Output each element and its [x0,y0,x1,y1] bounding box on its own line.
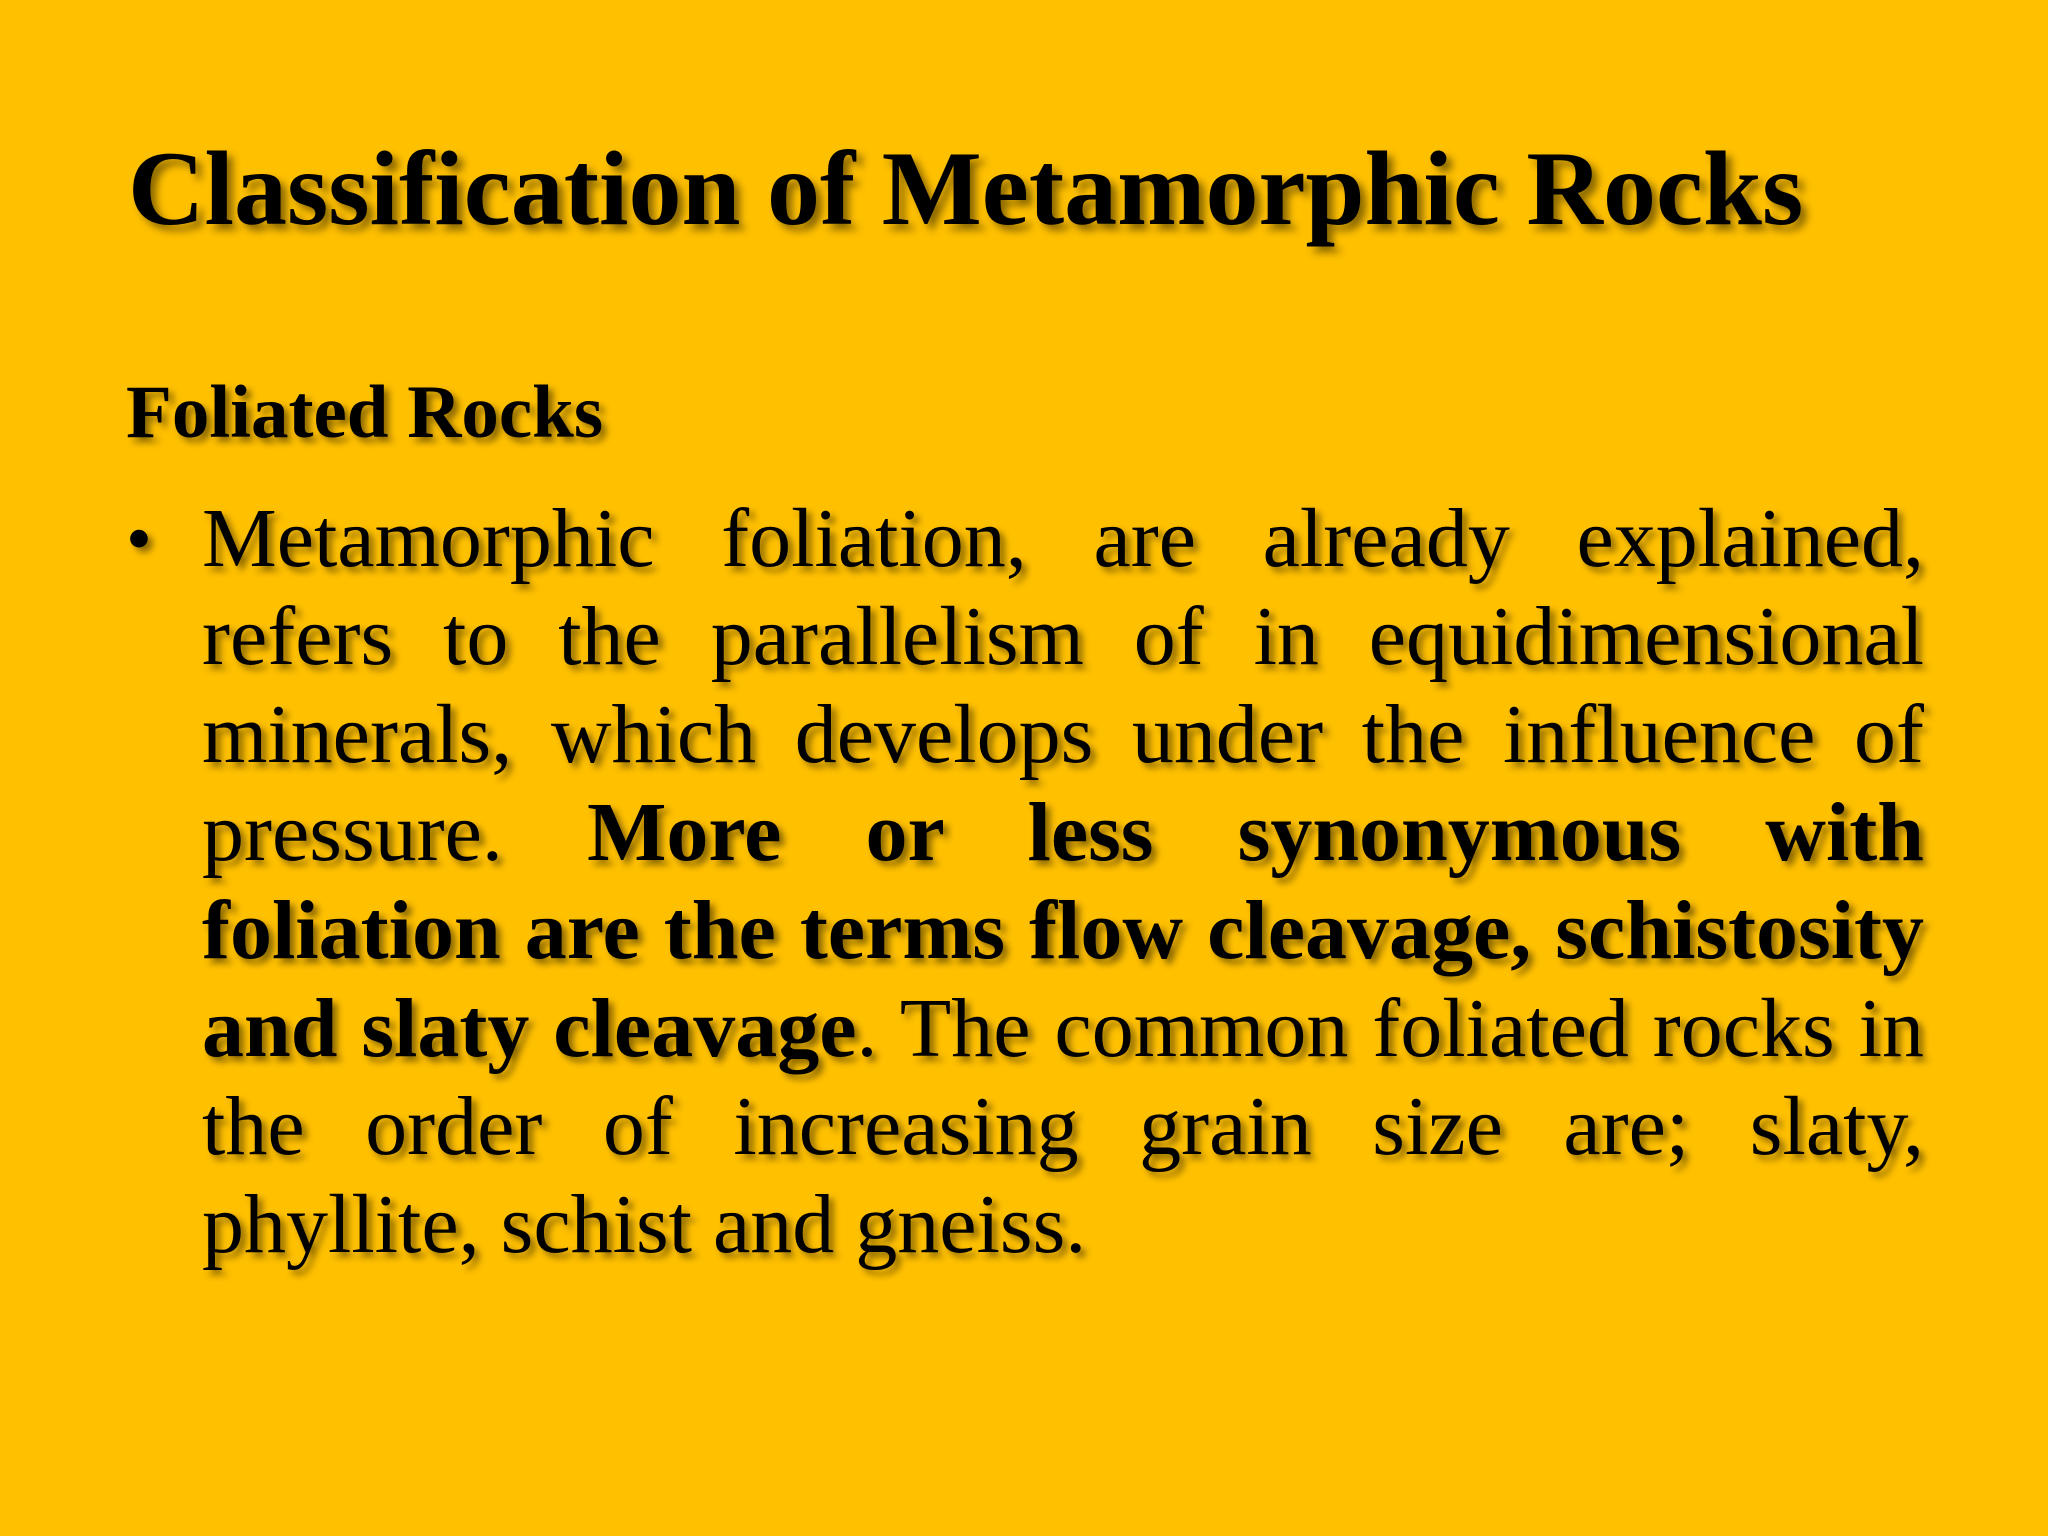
section-heading: Foliated Rocks [126,371,604,454]
bullet-list [126,490,1924,1274]
bullet-item [126,490,1924,1274]
bullet-text-conclusion: . The common foliated rocks in the order of increasing grain size are; slaty, phyllite, schist and gneiss. [202,982,1924,1271]
bullet-text-intro: Metamorphic foliation, are already explained, refers to the parallelism of in equidimensional minerals, which develops under the influence of pressure. [202,492,1924,879]
bullet-dot-icon: • [126,498,152,580]
bullet-text-emphasis: More or less synonymous with foliation are the terms flow cleavage, schistosity and slaty cleavage [202,786,1925,1075]
slide-title: Classification of Metamorphic Rocks [128,130,1804,247]
